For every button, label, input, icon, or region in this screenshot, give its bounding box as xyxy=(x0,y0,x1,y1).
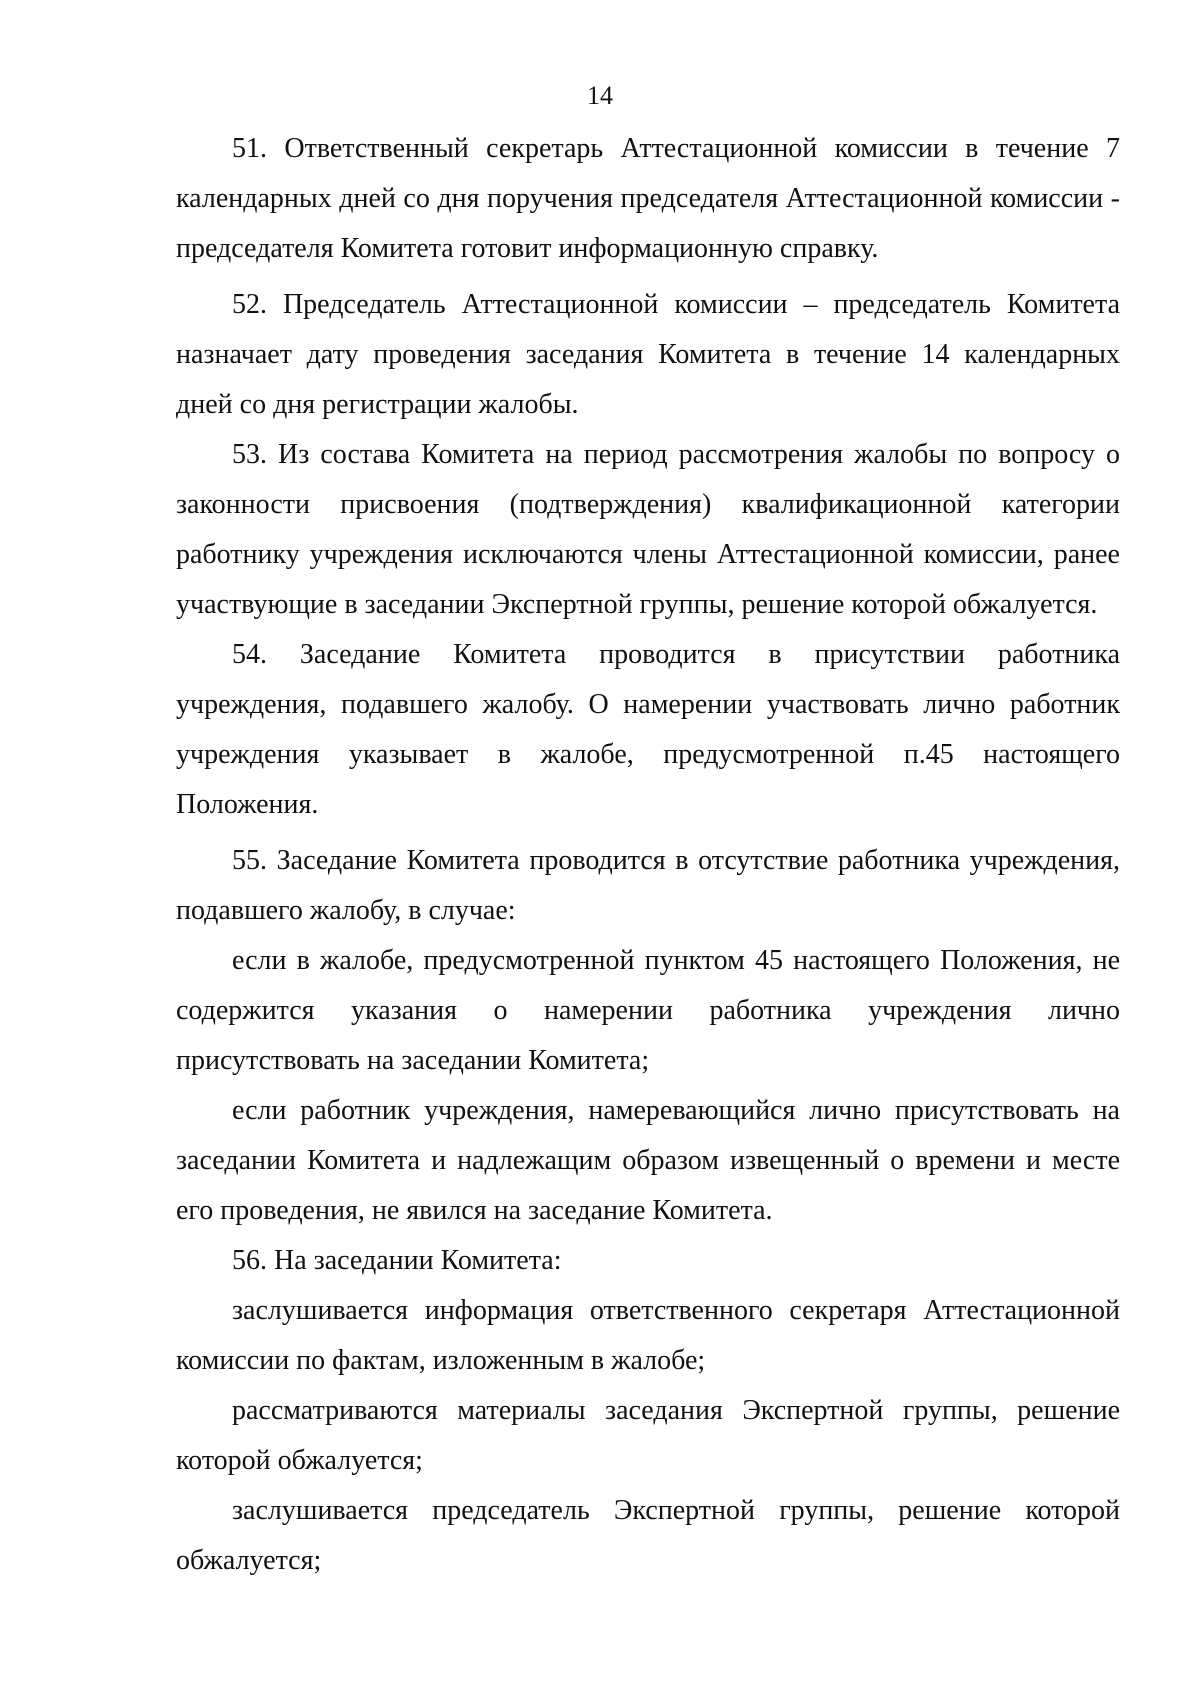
page-number: 14 xyxy=(587,81,613,110)
paragraph-56-item-2: рассматриваются материалы заседания Экспертной группы, решение которой обжалуется; xyxy=(176,1395,1120,1476)
paragraph-52: 52. Председатель Аттестационной комиссии – председатель Комитета назначает дату проведения заседания Комитета в течение 14 календарных дней со дня регистрации жалобы. xyxy=(176,289,1120,420)
paragraph-51: 51. Ответственный секретарь Аттестационной комиссии в течение 7 календарных дней со дня поручения председателя Аттестационной комиссии - председателя Комитета готовит информационную справку. xyxy=(176,133,1120,264)
paragraph-56-item-3: заслушивается председатель Экспертной группы, решение которой обжалуется; xyxy=(176,1495,1120,1576)
paragraph-54: 54. Заседание Комитета проводится в присутствии работника учреждения, подавшего жалобу. О намерении участвовать лично работник учреждения указывает в жалобе, предусмотренной п.45 настоящего Положения. xyxy=(176,639,1120,820)
paragraph-53: 53. Из состава Комитета на период рассмотрения жалобы по вопросу о законности присвоения (подтверждения) квалификационной категории работнику учреждения исключаются члены Аттестационной комиссии, ранее участвующие в заседании Экспертной группы, решение которой обжалуется. xyxy=(176,439,1120,620)
paragraph-56-item-1: заслушивается информация ответственного секретаря Аттестационной комиссии по фактам, изложенным в жалобе; xyxy=(176,1295,1120,1376)
document-body xyxy=(176,124,1120,1586)
paragraph-55: 55. Заседание Комитета проводится в отсутствие работника учреждения, подавшего жалобу, в случае: xyxy=(176,845,1120,926)
paragraph-56: 56. На заседании Комитета: xyxy=(232,1245,562,1276)
paragraph-55-case-2: если работник учреждения, намеревающийся лично присутствовать на заседании Комитета и надлежащим образом извещенный о времени и месте его проведения, не явился на заседание Комитета. xyxy=(176,1095,1120,1226)
paragraph-55-case-1: если в жалобе, предусмотренной пунктом 45 настоящего Положения, не содержится указания о намерении работника учреждения лично присутствовать на заседании Комитета; xyxy=(176,945,1120,1076)
